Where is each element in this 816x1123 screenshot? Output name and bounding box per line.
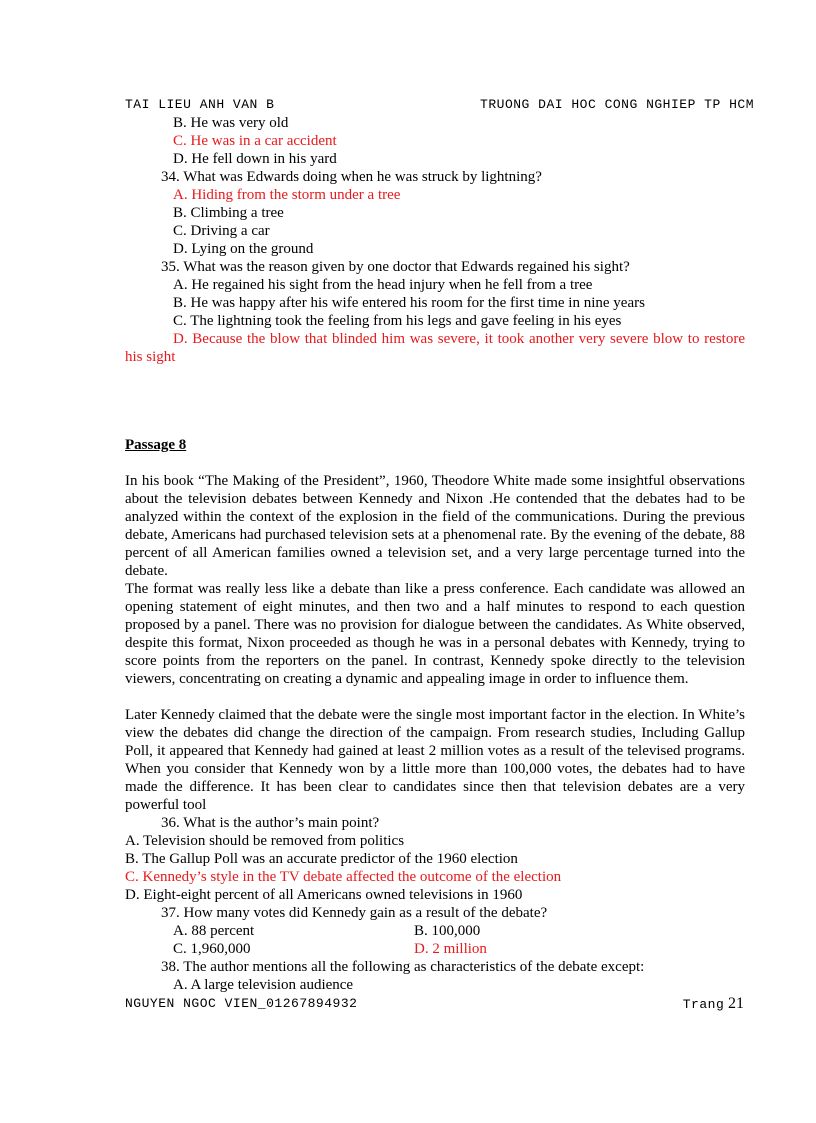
q34-option-c: C. Driving a car xyxy=(173,223,270,239)
q36-option-b: B. The Gallup Poll was an accurate predictor of the 1960 election xyxy=(125,851,518,867)
q36-option-c-answer: C. Kennedy’s style in the TV debate affected the outcome of the election xyxy=(125,869,562,885)
q33-option-c-answer: C. He was in a car accident xyxy=(173,133,337,149)
q36-question: 36. What is the author’s main point? xyxy=(161,815,380,831)
passage-title: Passage 8 xyxy=(125,437,187,453)
q35-option-d-answer: D. Because the blow that blinded him was severe, it took another very severe blow to restore his sight xyxy=(125,331,745,365)
header-left: TAI LIEU ANH VAN B xyxy=(125,97,275,112)
q34-option-b: B. Climbing a tree xyxy=(173,205,284,221)
page-header xyxy=(125,96,754,114)
q38-option-a: A. A large television audience xyxy=(173,977,354,993)
q34-question: 34. What was Edwards doing when he was struck by lightning? xyxy=(161,169,542,185)
q37-option-d-answer: D. 2 million xyxy=(414,941,487,957)
passage-paragraph-3: Later Kennedy claimed that the debate were the single most important factor in the election. In White’s view the debates did change the direction of the campaign. From research studies, Including Gallup Poll, it appeared that Kennedy had gained at least 2 million votes as a result of the televised programs. When you consider that Kennedy won by a little more than 100,000 votes, the debates had to have made the difference. It has been clear to candidates since then that television debates are a very powerful tool xyxy=(125,707,745,813)
q35-option-b: B. He was happy after his wife entered his room for the first time in nine years xyxy=(173,295,645,311)
footer-page-number: 21 xyxy=(728,995,744,1012)
header-right: TRUONG DAI HOC CONG NGHIEP TP HCM xyxy=(480,97,754,112)
q37-option-b: B. 100,000 xyxy=(414,923,481,939)
q33-option-d: D. He fell down in his yard xyxy=(173,151,337,167)
q37-option-c: C. 1,960,000 xyxy=(173,941,251,957)
q36-option-d: D. Eight-eight percent of all Americans owned televisions in 1960 xyxy=(125,887,523,903)
q37-question: 37. How many votes did Kennedy gain as a result of the debate? xyxy=(161,905,548,921)
q36-option-a: A. Television should be removed from politics xyxy=(125,833,405,849)
passage-paragraph-1: In his book “The Making of the President”, 1960, Theodore White made some insightful observations about the television debates between Kennedy and Nixon .He contended that the debates had to be analyzed within the context of the explosion in the field of the communications. During the previous debate, Americans had purchased television sets at a phenomenal rate. By the evening of the debate, 88 percent of all American families owned a television set, and a very large percentage turned into the debate. xyxy=(125,473,745,579)
passage-paragraph-2: The format was really less like a debate than like a press conference. Each candidate was allowed an opening statement of eight minutes, and then two and a half minutes to respond to each question proposed by a panel. There was no provision for dialogue between the candidates. As White observed, despite this format, Nixon proceeded as though he was in a personal debates with Kennedy, trying to score points from the reporters on the panel. In contrast, Kennedy spoke directly to the television viewers, concentrating on creating a dynamic and appealing image in order to influence them. xyxy=(125,581,745,687)
q34-option-d: D. Lying on the ground xyxy=(173,241,314,257)
footer-page-label: Trang xyxy=(682,997,725,1012)
q37-option-a: A. 88 percent xyxy=(173,923,255,939)
page-footer xyxy=(125,995,744,1013)
q33-option-b: B. He was very old xyxy=(173,115,289,131)
footer-page xyxy=(683,995,744,1014)
q35-question: 35. What was the reason given by one doctor that Edwards regained his sight? xyxy=(161,259,630,275)
footer-author: NGUYEN NGOC VIEN_01267894932 xyxy=(125,996,358,1011)
q35-option-c: C. The lightning took the feeling from his legs and gave feeling in his eyes xyxy=(173,313,622,329)
q34-option-a-answer: A. Hiding from the storm under a tree xyxy=(173,187,401,203)
q35-option-a: A. He regained his sight from the head injury when he fell from a tree xyxy=(173,277,593,293)
q38-question: 38. The author mentions all the following as characteristics of the debate except: xyxy=(161,959,645,975)
